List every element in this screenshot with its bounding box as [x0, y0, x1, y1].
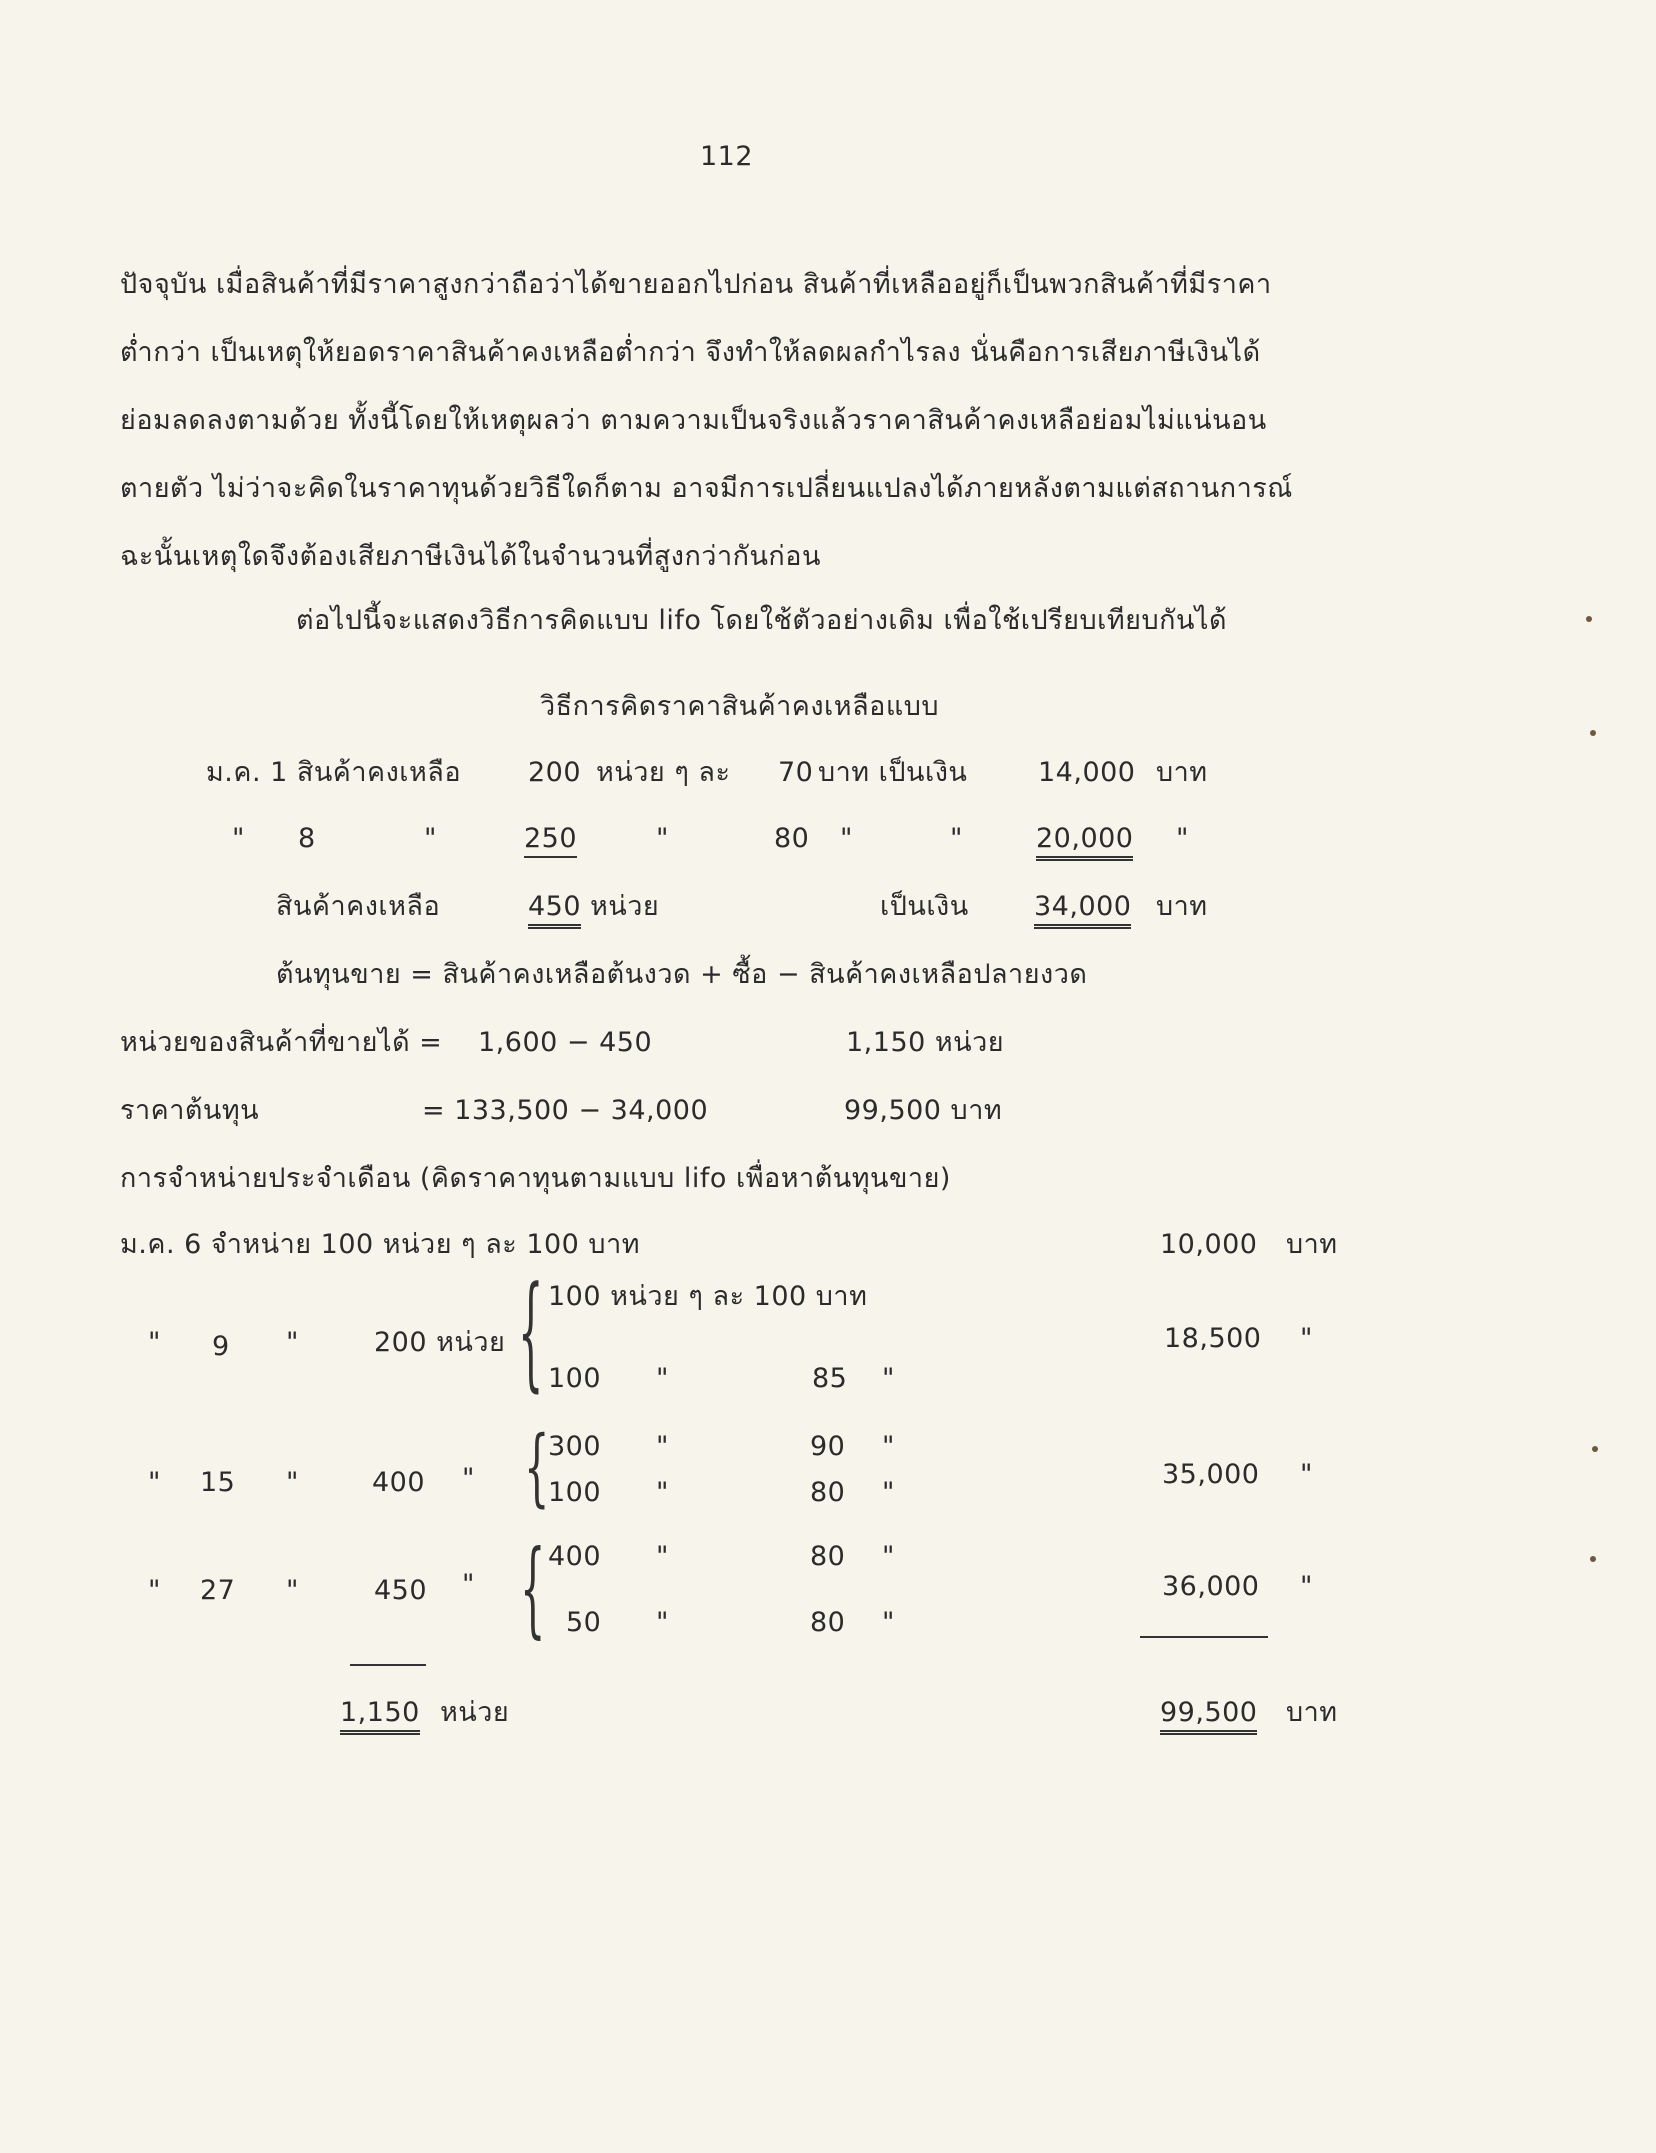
sale-jan27-amount-ditto: " [1300, 1571, 1313, 1602]
inventory-row2-qty: 250 [524, 822, 577, 858]
sale-jan15-sub1-price: 90 [810, 1431, 846, 1462]
sale-jan27-sub2-ditto-2: " [882, 1607, 895, 1638]
sale-jan27-ditto: " [148, 1575, 161, 1606]
sale-jan9-brace: { [518, 1262, 544, 1406]
inventory-row1-qty: 200 [528, 757, 582, 788]
sales-total-unit: บาท [1286, 1697, 1338, 1728]
sale-jan15-sub2-qty: 100 [548, 1477, 602, 1508]
sale-jan9-ditto: " [148, 1327, 161, 1358]
sale-jan15-ditto: " [148, 1467, 161, 1498]
inventory-total-qty-unit: หน่วย [590, 891, 660, 922]
inventory-total-qty: 450 [528, 890, 581, 929]
sale-jan27-amount: 36,000 [1162, 1571, 1260, 1602]
page-number: 112 [700, 141, 754, 172]
sale-jan27-sub2-price: 80 [810, 1607, 846, 1638]
sale-jan27-sub1-ditto-2: " [882, 1541, 895, 1572]
cost-result: 99,500 บาท [844, 1095, 1003, 1126]
inventory-row2-ditto-6: " [1176, 823, 1189, 854]
units-sold-label: หน่วยของสินค้าที่ขายได้ = [120, 1027, 443, 1058]
sale-jan6-unit: บาท [1286, 1229, 1338, 1260]
margin-speck [1590, 730, 1596, 736]
inventory-total-label: สินค้าคงเหลือ [276, 891, 441, 922]
sales-total-qty: 1,150 [340, 1696, 420, 1735]
paragraph-line-4: ตายตัว ไม่ว่าจะคิดในราคาทุนด้วยวิธีใดก็ตาม อาจมีการเปลี่ยนแปลงได้ภายหลังตามแต่สถานการณ์ [120, 473, 1293, 504]
sale-jan9-amount: 18,500 [1164, 1323, 1262, 1354]
cost-formula: ต้นทุนขาย = สินค้าคงเหลือต้นงวด + ซื้อ − สินค้าคงเหลือปลายงวด [276, 959, 1088, 990]
sale-jan27-qty-ditto: " [462, 1569, 475, 1600]
inventory-row2-ditto-4: " [840, 823, 853, 854]
cost-expr: = 133,500 − 34,000 [422, 1095, 709, 1126]
inventory-row2-ditto-1: " [232, 823, 245, 854]
inventory-total-unit: บาท [1156, 891, 1208, 922]
sale-jan9-qty: 200 หน่วย [374, 1327, 506, 1358]
sale-jan9-ditto-2: " [286, 1327, 299, 1358]
sale-jan15-sub2-ditto: " [656, 1477, 669, 1508]
cost-label: ราคาต้นทุน [120, 1095, 260, 1126]
sale-jan27-qty: 450 [374, 1575, 428, 1606]
sales-total-qty-unit: หน่วย [440, 1697, 510, 1728]
inventory-row2-day: 8 [298, 823, 316, 854]
inventory-total-amount-label: เป็นเงิน [880, 891, 969, 922]
inventory-row1-unit: บาท [1156, 757, 1208, 788]
sale-jan9-day: 9 [212, 1331, 230, 1362]
sale-jan27-sub1-qty: 400 [548, 1541, 602, 1572]
sale-jan15-sub1-ditto: " [656, 1431, 669, 1462]
inventory-row2-price: 80 [774, 823, 810, 854]
sale-jan15-qty: 400 [372, 1467, 426, 1498]
sale-jan15-day: 15 [200, 1467, 236, 1498]
monthly-sales-title: การจำหน่ายประจำเดือน (คิดราคาทุนตามแบบ lifo เพื่อหาต้นทุนขาย) [120, 1163, 951, 1194]
inventory-row1-price: 70 [778, 757, 814, 788]
sale-jan27-sub2-ditto: " [656, 1607, 669, 1638]
inventory-row2-ditto-2: " [424, 823, 437, 854]
sale-jan15-qty-ditto: " [462, 1463, 475, 1494]
sale-jan9-sub2-qty: 100 [548, 1363, 602, 1394]
sale-jan15-amount: 35,000 [1162, 1459, 1260, 1490]
sale-jan9-sub2-ditto: " [656, 1363, 669, 1394]
sale-jan15-ditto-2: " [286, 1467, 299, 1498]
sale-jan15-sub2-price: 80 [810, 1477, 846, 1508]
sale-jan6-label: ม.ค. 6 จำหน่าย 100 หน่วย ๆ ละ 100 บาท [120, 1229, 641, 1260]
sale-jan15-sub1-ditto-2: " [882, 1431, 895, 1462]
subtotal-rule-qty [350, 1664, 426, 1666]
section-title: วิธีการคิดราคาสินค้าคงเหลือแบบ [540, 691, 940, 722]
sale-jan27-sub2-qty: 50 [566, 1607, 602, 1638]
inventory-row2-ditto-3: " [656, 823, 669, 854]
sale-jan9-sub1: 100 หน่วย ๆ ละ 100 บาท [548, 1281, 868, 1312]
sale-jan15-amount-ditto: " [1300, 1459, 1313, 1490]
inventory-total-amount: 34,000 [1034, 890, 1131, 929]
sale-jan27-sub1-ditto: " [656, 1541, 669, 1572]
paragraph-line-5: ฉะนั้นเหตุใดจึงต้องเสียภาษีเงินได้ในจำนวนที่สูงกว่ากันก่อน [120, 541, 821, 572]
units-sold-result: 1,150 หน่วย [846, 1027, 1005, 1058]
margin-speck [1590, 1556, 1596, 1562]
inventory-row1-label: ม.ค. 1 สินค้าคงเหลือ [206, 757, 462, 788]
paragraph-line-2: ต่ำกว่า เป็นเหตุให้ยอดราคาสินค้าคงเหลือต่ำกว่า จึงทำให้ลดผลกำไรลง นั่นคือการเสียภาษีเงินได้ [120, 337, 1261, 368]
inventory-row2-amount: 20,000 [1036, 822, 1133, 861]
sale-jan27-ditto-2: " [286, 1575, 299, 1606]
sale-jan6-amount: 10,000 [1160, 1229, 1258, 1260]
sale-jan9-sub2-ditto-2: " [882, 1363, 895, 1394]
intro-line: ต่อไปนี้จะแสดงวิธีการคิดแบบ lifo โดยใช้ตัวอย่างเดิม เพื่อใช้เปรียบเทียบกันได้ [296, 605, 1228, 636]
sale-jan15-sub2-ditto-2: " [882, 1477, 895, 1508]
paragraph-line-1: ปัจจุบัน เมื่อสินค้าที่มีราคาสูงกว่าถือว่าได้ขายออกไปก่อน สินค้าที่เหลืออยู่ก็เป็นพวกสินค้าที่มีราคา [120, 269, 1272, 300]
sale-jan27-day: 27 [200, 1575, 236, 1606]
sale-jan15-brace: { [524, 1419, 550, 1517]
sale-jan15-sub1-qty: 300 [548, 1431, 602, 1462]
units-sold-expr: 1,600 − 450 [478, 1027, 653, 1058]
inventory-row2-ditto-5: " [950, 823, 963, 854]
sale-jan9-amount-ditto: " [1300, 1323, 1313, 1354]
margin-speck [1592, 1446, 1598, 1452]
sale-jan9-sub2-price: 85 [812, 1363, 848, 1394]
inventory-row1-amount: 14,000 [1038, 757, 1136, 788]
subtotal-rule-amount [1140, 1636, 1268, 1638]
sale-jan27-sub1-price: 80 [810, 1541, 846, 1572]
sales-total-amount: 99,500 [1160, 1696, 1257, 1735]
inventory-row1-baht-amount: บาท เป็นเงิน [818, 757, 968, 788]
margin-speck [1586, 616, 1592, 622]
sale-jan27-brace: { [520, 1530, 546, 1650]
paragraph-line-3: ย่อมลดลงตามด้วย ทั้งนี้โดยให้เหตุผลว่า ตามความเป็นจริงแล้วราคาสินค้าคงเหลือย่อมไม่แน่นอน [120, 405, 1267, 436]
inventory-row1-unit-each: หน่วย ๆ ละ [596, 757, 731, 788]
